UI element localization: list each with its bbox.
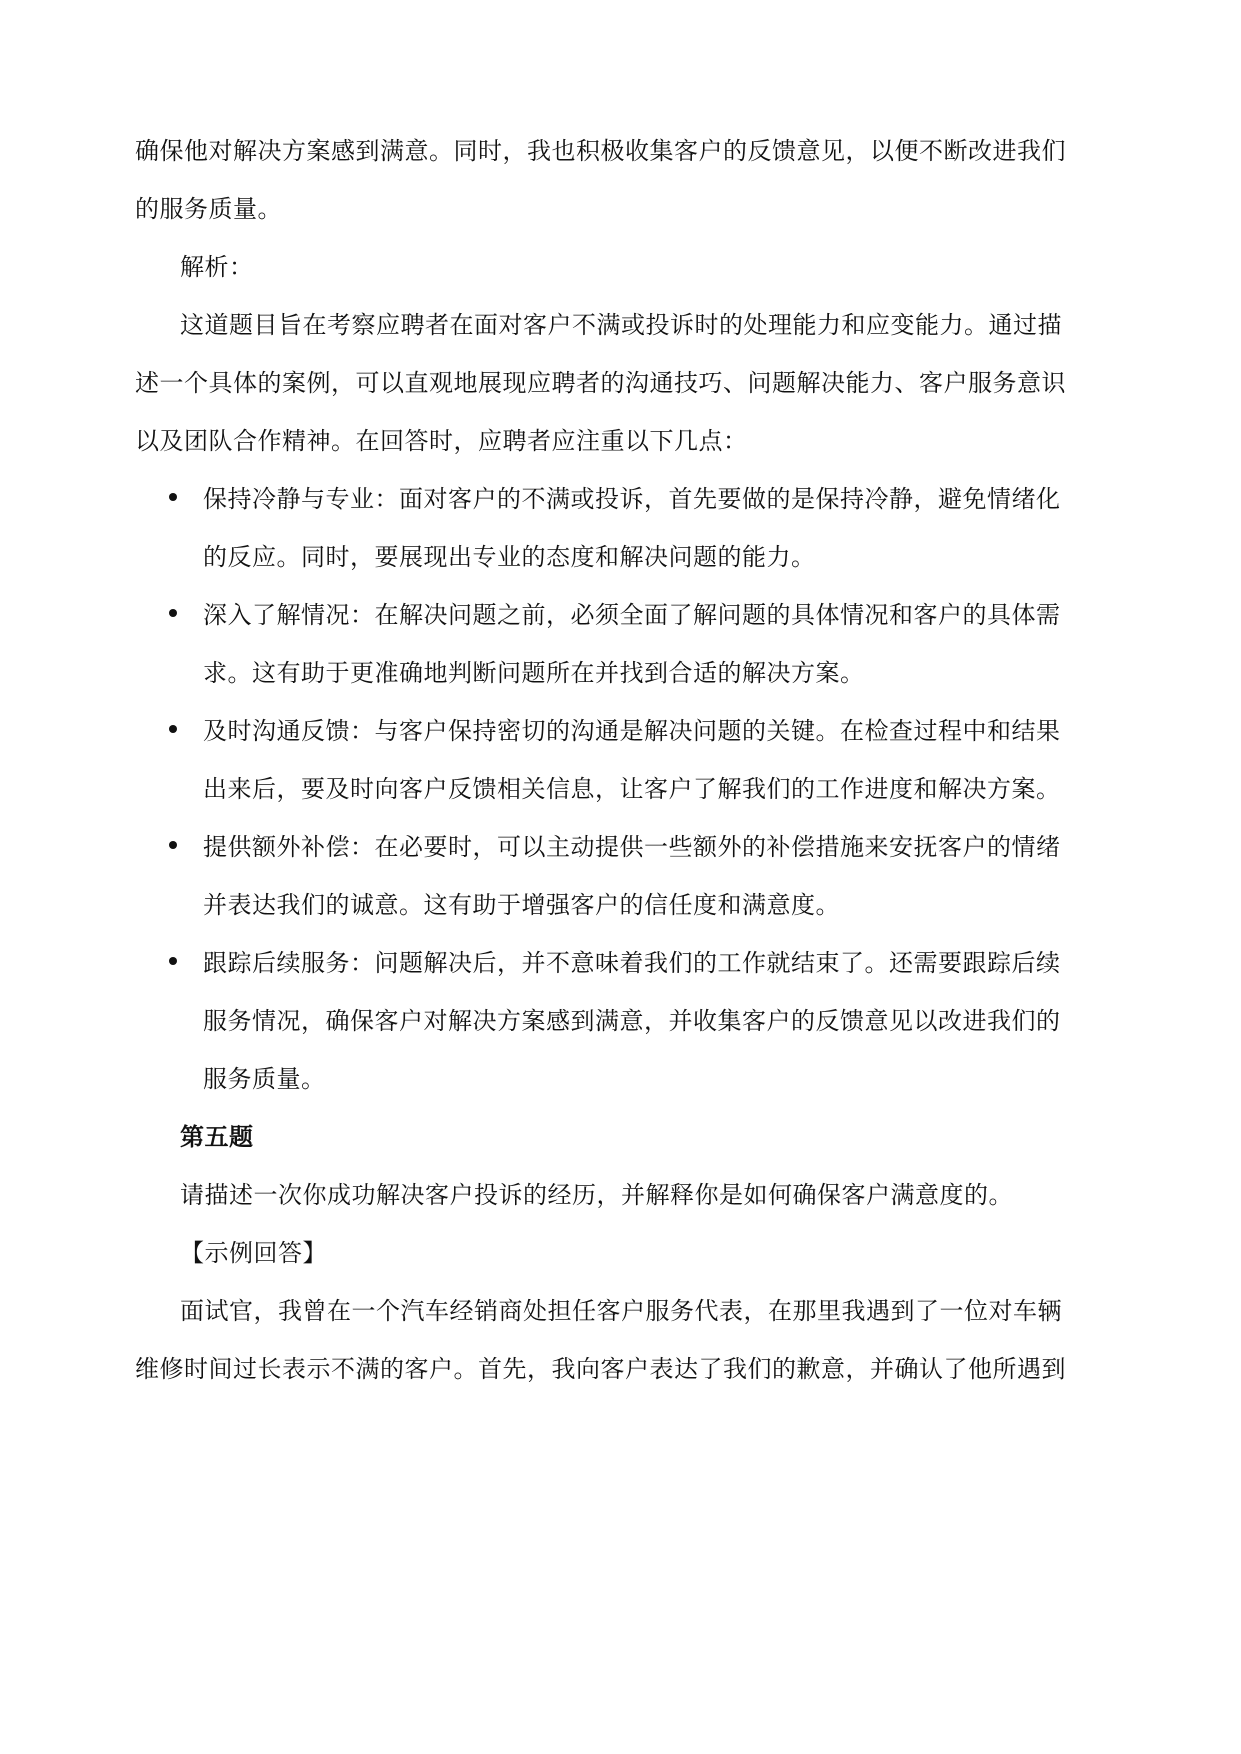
bullet-item-line: 提供额外补偿：在必要时，可以主动提供一些额外的补偿措施来安抚客户的情绪 [203,833,1061,861]
bullet-item-line: 及时沟通反馈：与客户保持密切的沟通是解决问题的关键。在检查过程中和结果 [203,717,1061,745]
bullet-item-line: 保持冷静与专业：面对客户的不满或投诉，首先要做的是保持冷静，避免情绪化 [203,485,1061,513]
bullet-item-line: 出来后，要及时向客户反馈相关信息，让客户了解我们的工作进度和解决方案。 [203,775,1061,803]
bullet-item-line: 求。这有助于更准确地判断问题所在并找到合适的解决方案。 [203,659,865,687]
bullet-icon [169,725,177,733]
bullet-icon [169,493,177,501]
bullet-icon [169,841,177,849]
answer-label: 【示例回答】 [180,1239,327,1267]
paragraph-line: 确保他对解决方案感到满意。同时，我也积极收集客户的反馈意见，以便不断改进我们 [135,137,1066,165]
paragraph-line: 这道题目旨在考察应聘者在面对客户不满或投诉时的处理能力和应变能力。通过描 [180,311,1062,339]
paragraph-line: 以及团队合作精神。在回答时，应聘者应注重以下几点： [135,427,748,455]
analysis-label: 解析： [180,253,254,281]
answer-line: 维修时间过长表示不满的客户。首先，我向客户表达了我们的歉意，并确认了他所遇到 [135,1355,1066,1383]
bullet-item-line: 深入了解情况：在解决问题之前，必须全面了解问题的具体情况和客户的具体需 [203,601,1061,629]
answer-line: 面试官，我曾在一个汽车经销商处担任客户服务代表，在那里我遇到了一位对车辆 [180,1297,1062,1325]
bullet-item-line: 服务情况，确保客户对解决方案感到满意，并收集客户的反馈意见以改进我们的 [203,1007,1061,1035]
bullet-icon [169,957,177,965]
paragraph-line: 的服务质量。 [135,195,282,223]
bullet-icon [169,609,177,617]
bullet-item-line: 并表达我们的诚意。这有助于增强客户的信任度和满意度。 [203,891,840,919]
paragraph-line: 述一个具体的案例，可以直观地展现应聘者的沟通技巧、问题解决能力、客户服务意识 [135,369,1066,397]
question-prompt: 请描述一次你成功解决客户投诉的经历，并解释你是如何确保客户满意度的。 [180,1181,1013,1209]
bullet-item-line: 服务质量。 [203,1065,326,1093]
bullet-item-line: 跟踪后续服务：问题解决后，并不意味着我们的工作就结束了。还需要跟踪后续 [203,949,1061,977]
question-heading: 第五题 [180,1122,254,1151]
bullet-item-line: 的反应。同时，要展现出专业的态度和解决问题的能力。 [203,543,816,571]
